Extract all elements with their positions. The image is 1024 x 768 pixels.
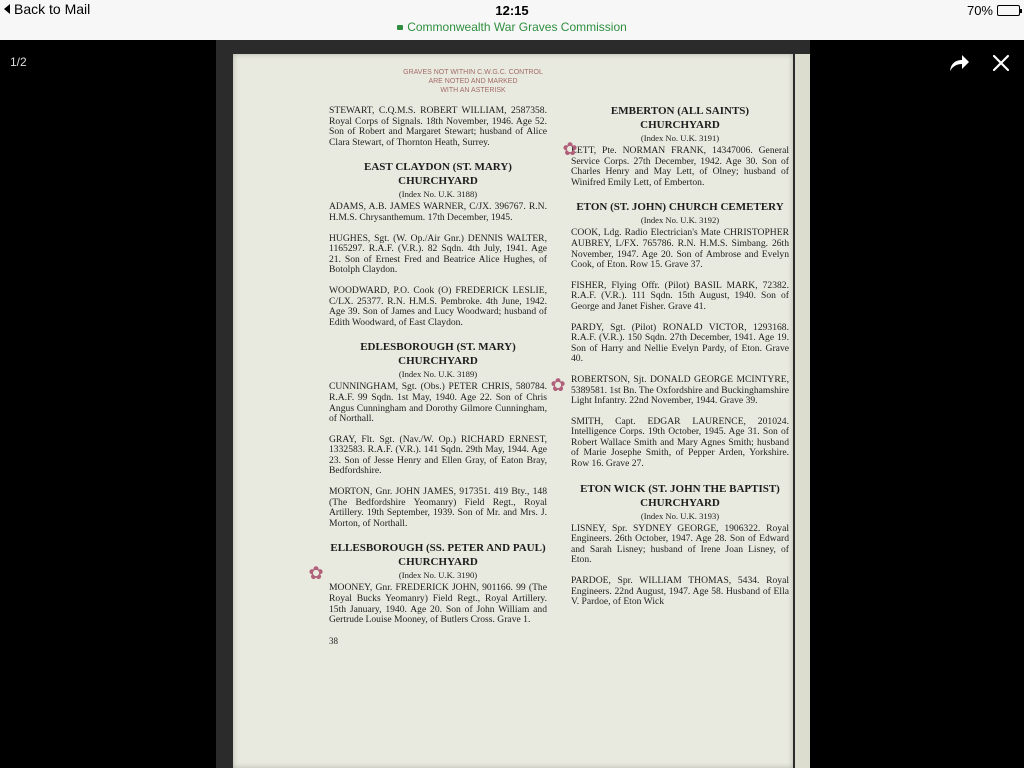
entry-lisney: LISNEY, Spr. SYDNEY GEORGE, 1906322. Royal Engineers. 26th October, 1947. Age 28. Son of Edward and Sarah Lisney; husband of Irene Joan Lisney, of Eton. bbox=[571, 522, 789, 566]
share-button[interactable] bbox=[947, 52, 971, 74]
page-number: 38 bbox=[329, 635, 338, 646]
lock-icon bbox=[397, 25, 403, 30]
entry-smith: SMITH, Capt. EDGAR LAURENCE, 201024. Intelligence Corps. 19th October, 1945. Age 31. Son of Robert Wallace Smith and Mary Agnes Smith; husband of Marie Josephe Smith, of Pepper Arden, Yorkshire. Row 16. Grave 27. bbox=[571, 415, 789, 470]
entry-gray: GRAY, Flt. Sgt. (Nav./W. Op.) RICHARD ERNEST, 1332583. R.A.F. (V.R.). 141 Sqdn. 29th May, 1944. Age 23. Son of Jesse Henry and Ellen Gray, of Eaton Bray, Bedfordshire. bbox=[329, 433, 547, 477]
image-viewer bbox=[0, 40, 1024, 768]
asterisk-flower-icon: ✿ bbox=[308, 563, 324, 583]
index-east-claydon: (Index No. U.K. 3188) bbox=[398, 189, 478, 200]
entry-pardy: PARDY, Sgt. (Pilot) RONALD VICTOR, 1293168. R.A.F. (V.R.). 150 Sqdn. 27th December, 1941. Age 19. Son of Harry and Nellie Evelyn Pardy, of Eton. Grave 40. bbox=[571, 321, 789, 365]
share-arrow-icon bbox=[947, 52, 971, 74]
status-bar bbox=[0, 0, 1024, 40]
back-label: Back to Mail bbox=[14, 1, 91, 17]
heading-eton: ETON (ST. JOHN) CHURCH CEMETERY bbox=[576, 201, 784, 214]
battery-percent: 70% bbox=[966, 3, 993, 18]
document-page bbox=[233, 54, 793, 768]
battery-icon bbox=[997, 5, 1020, 16]
asterisk-stamp: GRAVES NOT WITHIN C.W.G.C. CONTROL ARE NOTED AND MARKED WITH AN ASTERISK bbox=[403, 69, 543, 94]
battery-status bbox=[967, 3, 1020, 18]
heading-emberton: EMBERTON (ALL SAINTS) CHURCHYARD bbox=[610, 105, 750, 131]
entry-mooney: MOONEY, Gnr. FREDERICK JOHN, 901166. 99 (The Royal Bucks Yeomanry) Field Regt., Royal Artillery. 15th January, 1940. Age 20. Son of John William and Gertrude Louise Mooney, of Butlers Cross. Grave 1. bbox=[329, 582, 547, 626]
site-name: Commonwealth War Graves Commission bbox=[407, 20, 627, 34]
heading-edlesborough: EDLESBOROUGH (ST. MARY) CHURCHYARD bbox=[360, 341, 516, 368]
asterisk-flower-icon: ✿ bbox=[550, 375, 566, 395]
close-button[interactable] bbox=[990, 52, 1012, 74]
close-icon bbox=[990, 52, 1012, 74]
index-eton: (Index No. U.K. 3192) bbox=[640, 215, 720, 226]
entry-adams: ADAMS, A.B. JAMES WARNER, C/JX. 396767. R.N. H.M.S. Chrysanthemum. 17th December, 1945. bbox=[329, 201, 547, 223]
page-counter: 1/2 bbox=[10, 55, 27, 69]
entry-morton: MORTON, Gnr. JOHN JAMES, 917351. 419 Bty., 148 (The Bedfordshire Yeomanry) Field Regt., Royal Artillery. 19th September, 1939. Son of Mr. and Mrs. J. Morton, of Northall. bbox=[329, 486, 547, 529]
entry-stewart: STEWART, C.Q.M.S. ROBERT WILLIAM, 2587358. Royal Corps of Signals. 18th November, 1946. Age 52. Son of Robert and Margaret Stewart; husband of Alice Clara Stewart, of Thornton Heath, Surrey. bbox=[329, 105, 547, 148]
right-column bbox=[571, 104, 789, 618]
index-ellesborough: (Index No. U.K. 3190) bbox=[398, 570, 478, 581]
entry-woodward: WOODWARD, P.O. Cook (O) FREDERICK LESLIE, C/LX. 25377. R.N. H.M.S. Pembroke. 4th June, 1942. Age 39. Son of James and Lucy Woodward; husband of Edith Woodward, of East Claydon. bbox=[329, 284, 547, 328]
entry-fisher: FISHER, Flying Offr. (Pilot) BASIL MARK, 72382. R.A.F. (V.R.). 111 Sqdn. 15th August, 1940. Son of George and Janet Fisher. Grave 41. bbox=[571, 279, 789, 312]
entry-pardoe: PARDOE, Spr. WILLIAM THOMAS, 5434. Royal Engineers. 22nd August, 1947. Age 58. Husband of Ella V. Pardoe, of Eton Wick bbox=[571, 575, 789, 608]
index-emberton: (Index No. U.K. 3191) bbox=[640, 133, 720, 143]
scanned-document[interactable] bbox=[216, 40, 810, 768]
entry-cook: COOK, Ldg. Radio Electrician's Mate CHRISTOPHER AUBREY, L/FX. 765786. R.N. H.M.S. Simbang. 26th November, 1947. Age 20. Son of Ambrose and Evelyn Cook, of Eton. Row 15. Grave 37. bbox=[571, 227, 789, 271]
index-edlesborough: (Index No. U.K. 3189) bbox=[398, 369, 478, 380]
next-page-edge bbox=[795, 54, 810, 768]
asterisk-flower-icon: ✿ bbox=[562, 139, 578, 159]
index-eton-wick: (Index No. U.K. 3193) bbox=[640, 510, 720, 521]
entry-robertson: ROBERTSON, Sjt. DONALD GEORGE MCINTYRE, 5389581. 1st Bn. The Oxfordshire and Buckinghamshire Light Infantry. 22nd November, 1944. Grave 39. bbox=[571, 373, 789, 407]
site-title bbox=[0, 20, 1024, 34]
left-column bbox=[329, 106, 547, 646]
entry-cunningham: CUNNINGHAM, Sgt. (Obs.) PETER CHRIS, 580784. R.A.F. 99 Sqdn. 1st May, 1940. Age 22. Son of Chris Angus Cunningham and Dorothy Gilmore Cunningham, of Northall. bbox=[329, 381, 547, 425]
heading-eton-wick: ETON WICK (ST. JOHN THE BAPTIST) CHURCHYARD bbox=[580, 482, 780, 509]
entry-hughes: HUGHES, Sgt. (W. Op./Air Gnr.) DENNIS WALTER, 1165297. R.A.F. (V.R.). 82 Sqdn. 4th July, 1941. Age 21. Son of Ernest Fred and Beatrice Alice Hughes, of Botolph Claydon. bbox=[329, 232, 547, 276]
heading-ellesborough: ELLESBOROUGH (SS. PETER AND PAUL) CHURCHYARD bbox=[330, 542, 546, 569]
heading-east-claydon: EAST CLAYDON (ST. MARY) CHURCHYARD bbox=[364, 161, 512, 188]
entry-lett: LETT, Pte. NORMAN FRANK, 14347006. General Service Corps. 27th December, 1942. Age 30. Son of Charles Henry and May Lett, of Olney; husband of Winifred Emily Lett, of Emberton. bbox=[571, 145, 789, 188]
clock: 12:15 bbox=[495, 3, 529, 18]
